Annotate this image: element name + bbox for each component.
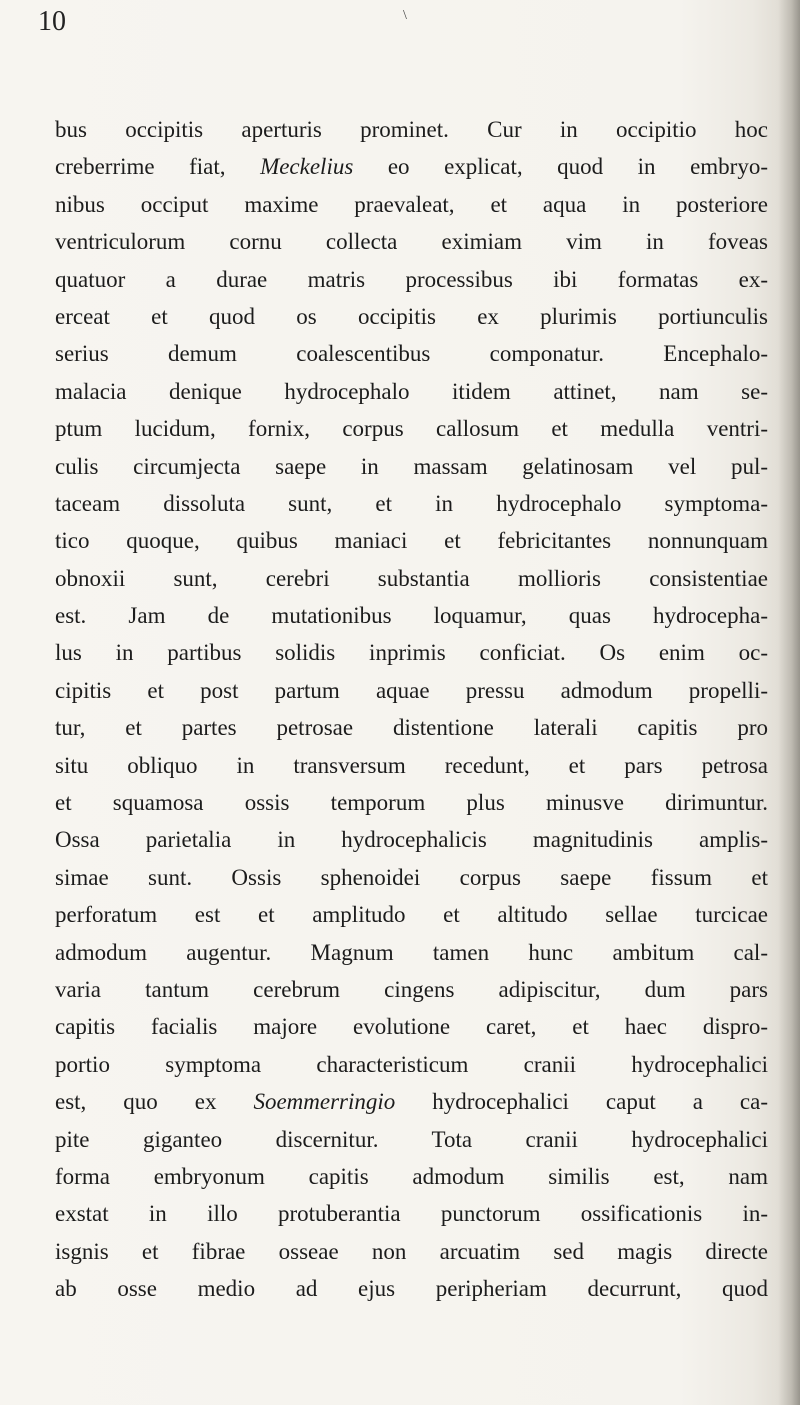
text-line: erceat et quod os occipitis ex plurimis portiunculis [55,303,768,329]
text-line [55,1083,768,1120]
text-line: bus occipitis aperturis prominet. Cur in occipitio hoc [55,117,768,142]
page-edge-shadow [778,0,800,1405]
text-line: forma embryonum capitis admodum similis est, nam [55,1163,768,1189]
text-line: perforatum est et amplitudo et altitudo sellae turcicae [55,902,768,928]
text-line: serius demum coalescentibus componatur. Encephalo- [55,341,768,367]
text-line: tur, et partes petrosae distentione laterali capitis pro [55,715,768,741]
text-segment: est, quo ex [55,1089,254,1115]
text-line: et squamosa ossis temporum plus minusve dirimuntur. [55,790,768,816]
text-line: ptum lucidum, fornix, corpus callosum et medulla ventri- [55,416,768,442]
text-line: cipitis et post partum aquae pressu admodum propelli- [55,677,768,703]
text-segment: eo explicat, quod in embryo- [353,154,769,180]
text-line: Ossa parietalia in hydrocephalicis magnitudinis amplis- [55,827,768,853]
text-line [55,148,768,185]
text-line: quatuor a durae matris processibus ibi formatas ex- [55,266,768,292]
text-segment: creberrime fiat, [55,154,261,180]
text-line: pite giganteo discernitur. Tota cranii hydrocephalici [55,1126,768,1152]
italic-name: Meckelius [260,154,354,180]
text-line: obnoxii sunt, cerebri substantia mollioris consistentiae [55,565,768,591]
page-number: 10 [38,6,66,37]
body-text [55,111,768,1308]
text-line: tico quoque, quibus maniaci et febricitantes nonnunquam [55,528,768,554]
text-line: est. Jam de mutationibus loquamur, quas hydrocepha- [55,603,768,629]
text-line: portio symptoma characteristicum cranii hydrocephalici [55,1051,768,1077]
text-line: capitis facialis majore evolutione caret, et haec dispro- [55,1014,768,1040]
text-line: nibus occiput maxime praevaleat, et aqua in posteriore [55,191,768,217]
italic-name: Soemmerringio [253,1089,396,1115]
text-line: varia tantum cerebrum cingens adipiscitur, dum pars [55,976,768,1002]
text-line: ab osse medio ad ejus peripheriam decurrunt, quod [55,1276,768,1302]
text-line: taceam dissoluta sunt, et in hydrocephalo symptoma- [55,490,768,516]
text-line: malacia denique hydrocephalo itidem attinet, nam se- [55,378,768,404]
text-line: simae sunt. Ossis sphenoidei corpus saepe fissum et [55,864,768,890]
text-line: lus in partibus solidis inprimis conficiat. Os enim oc- [55,640,768,666]
text-line: situ obliquo in transversum recedunt, et pars petrosa [55,752,768,778]
text-line: ventriculorum cornu collecta eximiam vim in foveas [55,229,768,255]
text-line: admodum augentur. Magnum tamen hunc ambitum cal- [55,939,768,965]
text-line: isgnis et fibrae osseae non arcuatim sed magis directe [55,1238,768,1264]
text-line: culis circumjecta saepe in massam gelatinosam vel pul- [55,453,768,479]
top-mark: \ [403,8,407,23]
text-segment: hydrocephalici caput a ca- [395,1089,768,1115]
text-line: exstat in illo protuberantia punctorum ossificationis in- [55,1201,768,1227]
